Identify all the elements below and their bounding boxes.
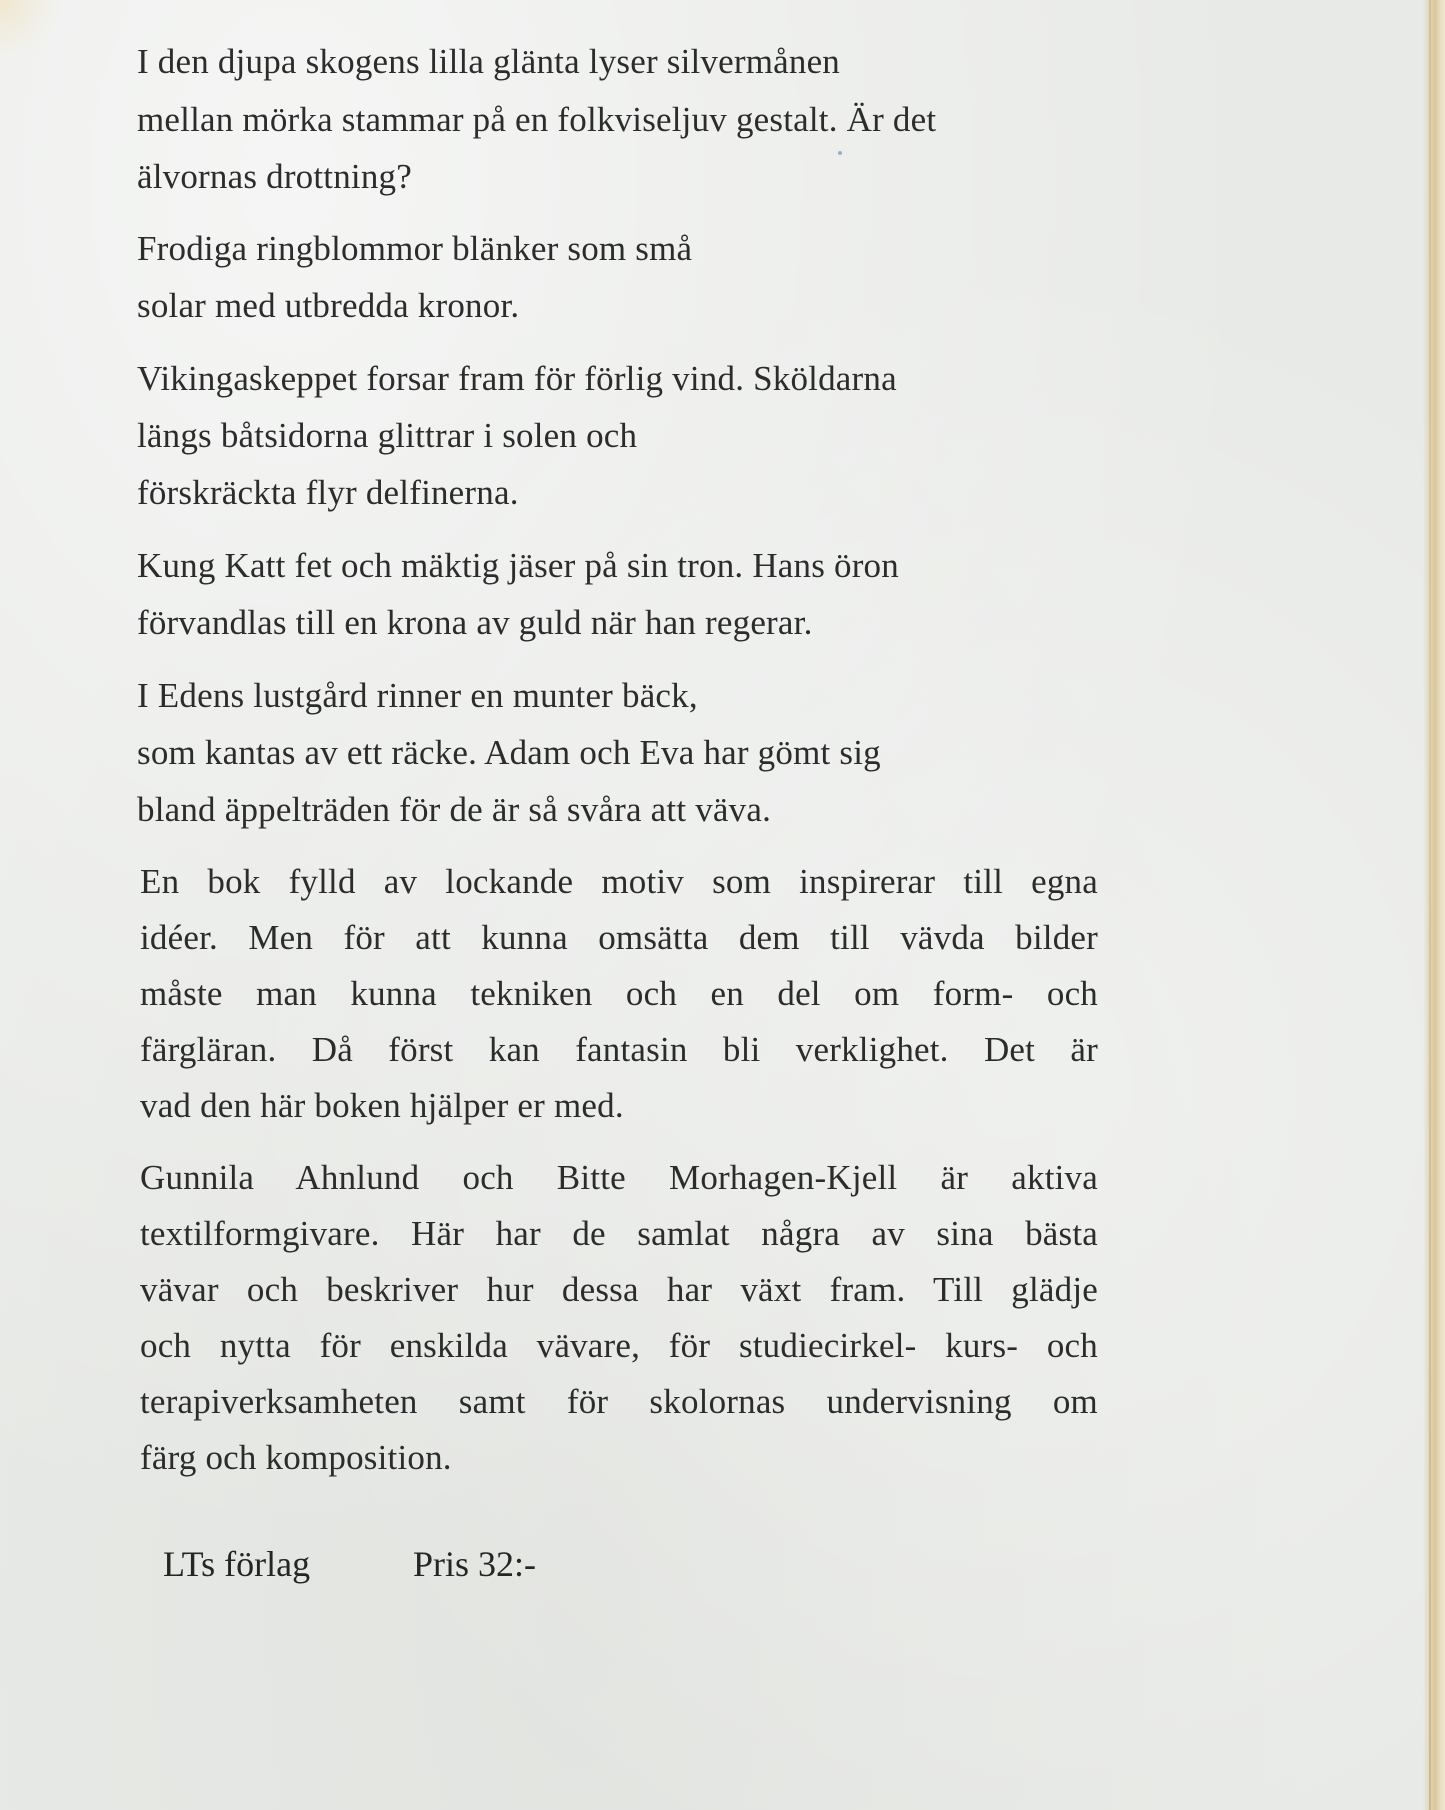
text-line: älvornas drottning? <box>137 157 412 196</box>
publisher-name: LTs förlag <box>163 1544 311 1584</box>
text-line: måste man kunna tekniken och en del om form- och <box>140 974 1098 1013</box>
text-line: som kantas av ett räcke. Adam och Eva har gömt sig <box>137 733 881 772</box>
text-line: idéer. Men för att kunna omsätta dem till vävda bilder <box>140 918 1098 957</box>
text-line: färg och komposition. <box>140 1438 452 1477</box>
text-line: mellan mörka stammar på en folkviseljuv gestalt. Är det <box>137 100 937 139</box>
cover-edge-crease <box>1429 0 1431 1810</box>
text-line: I den djupa skogens lilla glänta lyser silvermånen <box>137 42 841 81</box>
cover-edge <box>1423 0 1445 1810</box>
paper-stain <box>0 0 60 60</box>
text-line: terapiverksamheten samt för skolornas undervisning om <box>140 1382 1098 1421</box>
text-line: förskräckta flyr delfinerna. <box>137 473 519 512</box>
price-label: Pris 32:- <box>413 1544 537 1584</box>
text-line: färgläran. Då först kan fantasin bli verklighet. Det är <box>140 1030 1098 1069</box>
text-line: Gunnila Ahnlund och Bitte Morhagen-Kjell är aktiva <box>140 1158 1098 1197</box>
text-line: Vikingaskeppet forsar fram för förlig vind. Sköldarna <box>137 359 897 398</box>
text-line: textilformgivare. Här har de samlat några av sina bästa <box>140 1214 1098 1253</box>
text-line: vävar och beskriver hur dessa har växt fram. Till glädje <box>140 1270 1098 1309</box>
text-line: I Edens lustgård rinner en munter bäck, <box>137 676 698 715</box>
text-line: längs båtsidorna glittrar i solen och <box>137 416 638 455</box>
text-line: förvandlas till en krona av guld när han regerar. <box>137 603 813 642</box>
text-line: En bok fylld av lockande motiv som inspirerar till egna <box>140 862 1098 901</box>
text-line: vad den här boken hjälper er med. <box>140 1086 624 1125</box>
text-line: Kung Katt fet och mäktig jäser på sin tron. Hans öron <box>137 546 899 585</box>
text-line: solar med utbredda kronor. <box>137 286 520 325</box>
text-line: bland äppelträden för de är så svåra att väva. <box>137 790 772 829</box>
ink-speck <box>838 151 842 155</box>
text-line: Frodiga ringblommor blänker som små <box>137 229 693 268</box>
text-line: och nytta för enskilda vävare, för studiecirkel- kurs- och <box>140 1326 1098 1365</box>
